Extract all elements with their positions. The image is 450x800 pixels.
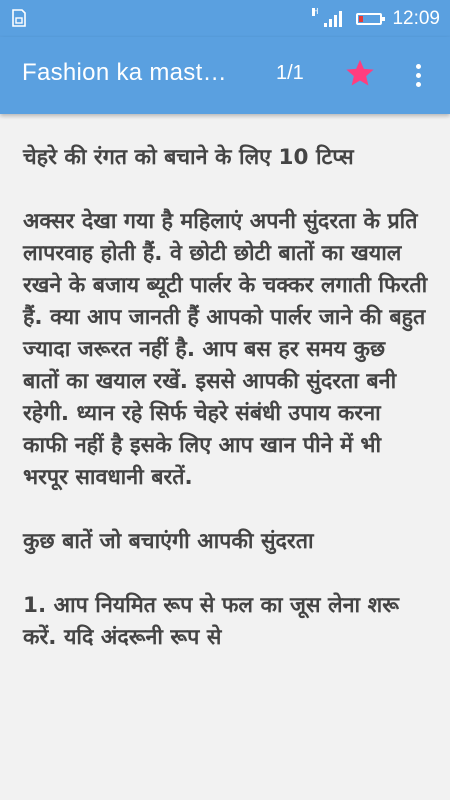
signal-icon bbox=[312, 6, 342, 27]
sd-card-icon bbox=[12, 9, 26, 27]
page-counter: 1/1 bbox=[276, 62, 304, 84]
overflow-menu-icon[interactable] bbox=[406, 61, 430, 89]
network-type-label: H bbox=[312, 6, 319, 16]
article-scroll-view[interactable] bbox=[0, 114, 450, 800]
article-subheading: कुछ बातें जो बचाएंगी आपकी सुंदरता bbox=[23, 529, 314, 554]
star-icon[interactable] bbox=[344, 57, 376, 89]
clock: 12:09 bbox=[392, 7, 440, 29]
status-bar bbox=[0, 0, 450, 37]
article-heading: चेहरे की रंगत को बचाने के लिए 10 टिप्स bbox=[23, 145, 354, 170]
app-title: Fashion ka mast… bbox=[22, 59, 227, 86]
app-bar bbox=[0, 37, 450, 114]
article-body bbox=[0, 114, 450, 654]
article-intro: अक्सर देखा गया है महिलाएं अपनी सुंदरता के प्रति लापरवाह होती हैं. वे छोटी छोटी बातों का खयाल रखने के बजाय ब्यूटी पार्लर के चक्कर लगाती फिरती हैं. क्या आप जानती हैं आपको पार्लर जाने की बहुत ज्यादा जरूरत नहीं है. आप बस हर समय कुछ बातों का खयाल रखें. इससे आपकी सुंदरता बनी रहेगी. ध्यान रहे सिर्फ चेहरे संबंधी उपाय करना काफी नहीं है इसके लिए आप खान पीने में भी भरपूर सावधानी बरतें. bbox=[23, 209, 428, 490]
battery-icon bbox=[356, 13, 382, 25]
article-tip-1: 1. आप नियमित रूप से फल का जूस लेना शरू करें. यदि अंदरूनी रूप से bbox=[23, 593, 399, 650]
